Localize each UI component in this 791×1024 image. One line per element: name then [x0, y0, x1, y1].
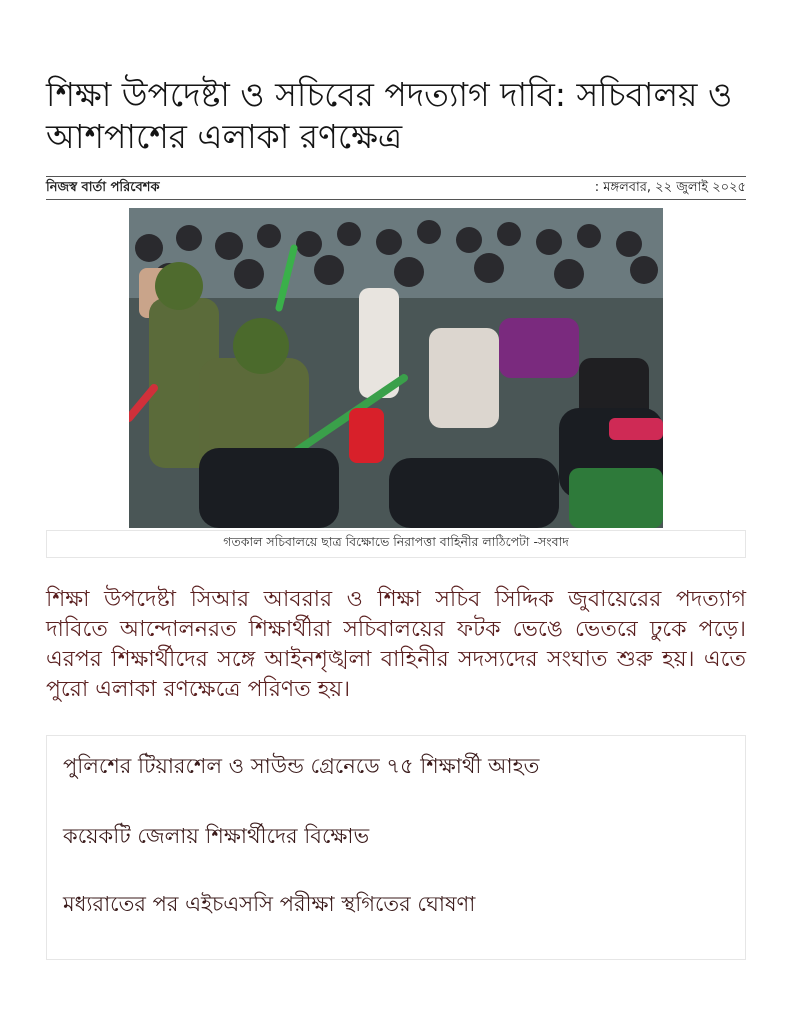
byline-bar — [46, 176, 746, 200]
crowd-scene-illustration — [129, 208, 663, 528]
publish-date: : মঙ্গলবার, ২২ জুলাই ২০২৫ — [594, 179, 746, 195]
photo-caption: গতকাল সচিবালয়ে ছাত্র বিক্ষোভে নিরাপত্তা বাহিনীর লাঠিপেটা -সংবাদ — [46, 530, 746, 558]
related-link-hsc-postponed[interactable]: মধ্যরাতের পর এইচএসসি পরীক্ষা স্থগিতের ঘোষণা — [63, 892, 476, 916]
related-news-box — [46, 735, 746, 960]
article-headline: শিক্ষা উপদেষ্টা ও সচিবের পদত্যাগ দাবি: সচিবালয় ও আশপাশের এলাকা রণক্ষেত্র — [46, 75, 733, 156]
related-link-tear-gas[interactable]: পুলিশের টিয়ারশেল ও সাউন্ড গ্রেনেডে ৭৫ শিক্ষার্থী আহত — [63, 754, 540, 778]
news-photo — [129, 208, 663, 528]
lead-paragraph: শিক্ষা উপদেষ্টা সিআর আবরার ও শিক্ষা সচিব সিদ্দিক জুবায়েরের পদত্যাগ দাবিতে আন্দোলনরত শিক্ষার্থীরা সচিবালয়ের ফটক ভেঙে ভেতরে ঢুকে পড়ে। এরপর শিক্ষার্থীদের সঙ্গে আইনশৃঙ্খলা বাহিনীর সদস্যদের সংঘাত শুরু হয়। এতে পুরো এলাকা রণক্ষেত্রে পরিণত হয়। — [46, 587, 746, 702]
related-link-district-protest[interactable]: কয়েকটি জেলায় শিক্ষার্থীদের বিক্ষোভ — [63, 824, 370, 848]
author-name: নিজস্ব বার্তা পরিবেশক — [46, 179, 160, 195]
